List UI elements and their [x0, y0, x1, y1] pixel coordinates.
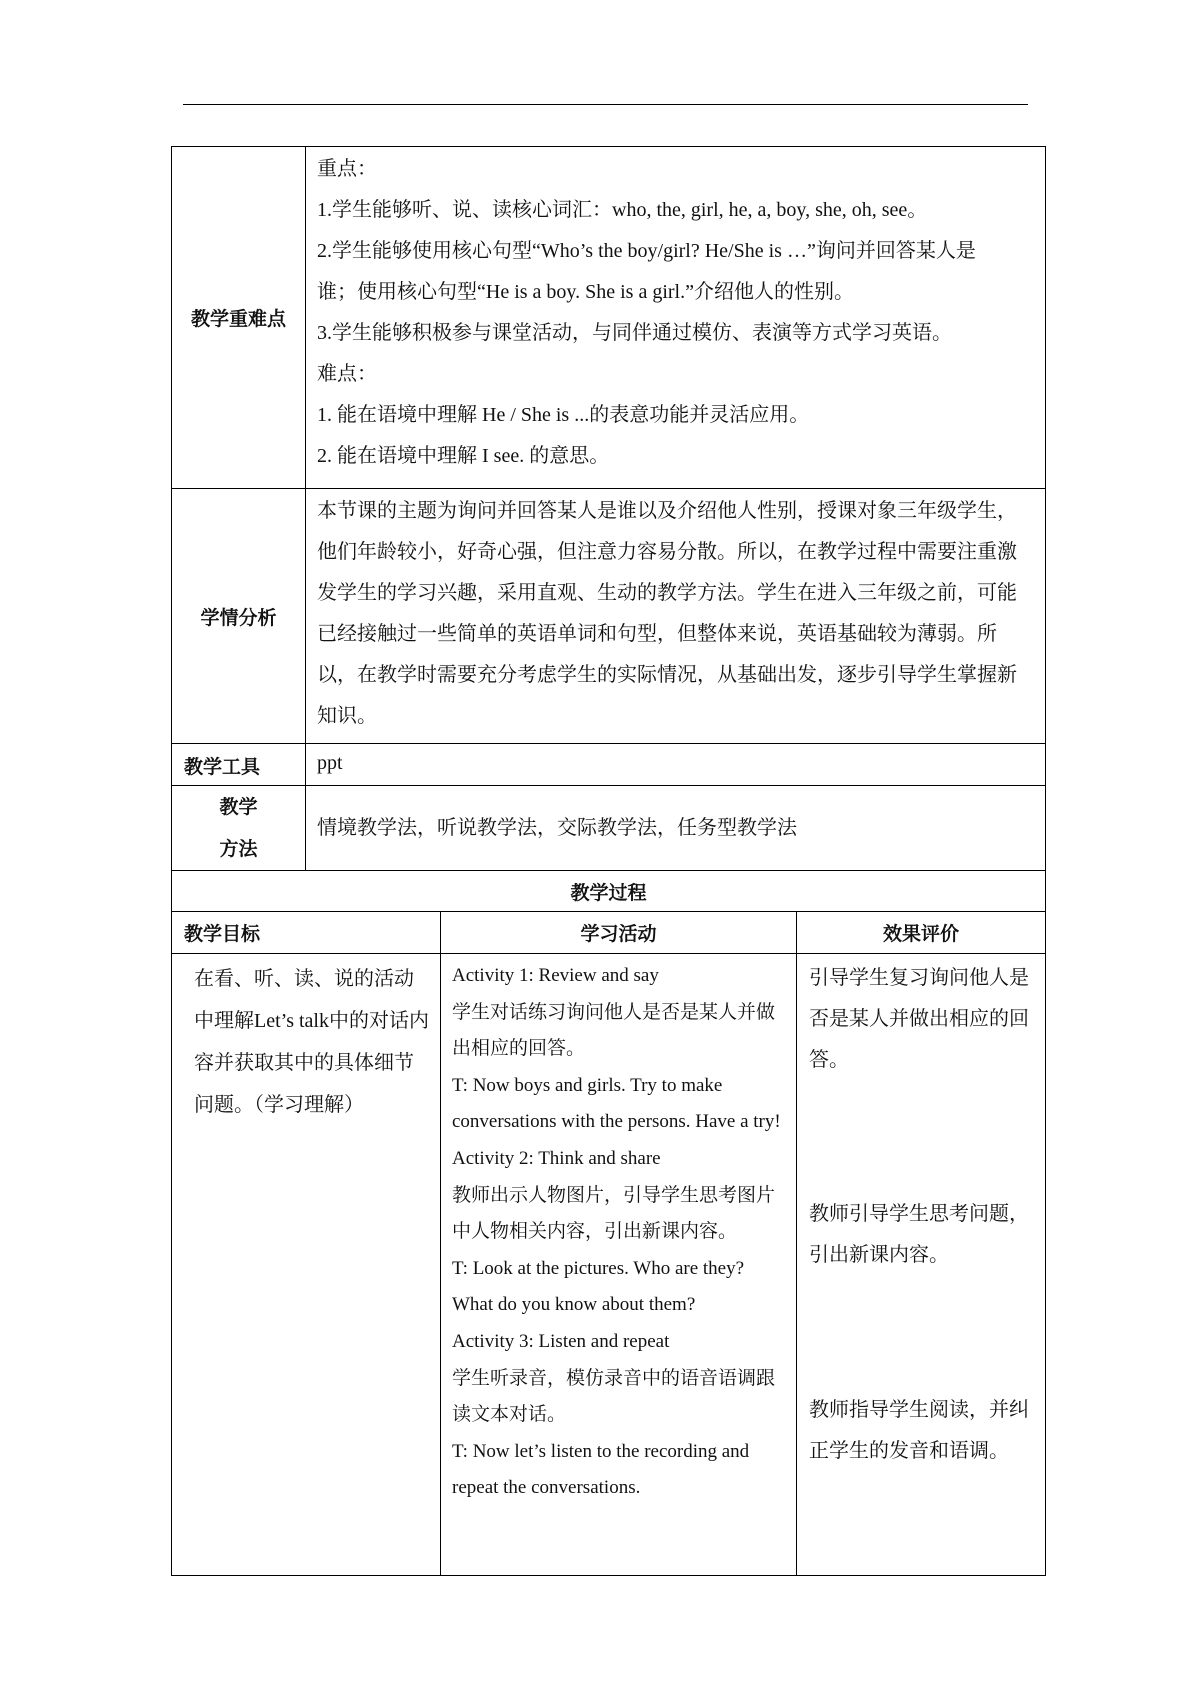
key-points-line: 难点： [317, 363, 377, 385]
methods-label-line1: 教学 [219, 796, 258, 818]
key-points-line: 1.学生能够听、说、读核心词汇：who, the, girl, he, a, boy, she, oh, see。 [317, 199, 928, 221]
row-tools [172, 744, 1046, 786]
tools-label: 教学工具 [172, 744, 306, 786]
activity-teacher-line: T: Look at the pictures. Who are they? What do you know about them? [452, 1257, 745, 1316]
activity-title: Activity 2: Think and share [452, 1147, 661, 1169]
activity-description: 学生听录音，模仿录音中的语音语调跟读文本对话。 [452, 1367, 776, 1426]
row-process-body [172, 954, 1046, 1576]
header-activity: 学习活动 [441, 912, 797, 954]
row-methods [172, 786, 1046, 871]
key-points-line: 1. 能在语境中理解 He / She is ...的表意功能并灵活应用。 [317, 404, 810, 426]
evaluation-1: 引导学生复习询问他人是否是某人并做出相应的回答。 [809, 967, 1029, 1071]
methods-label-line2: 方法 [219, 838, 258, 860]
activity-description: 教师出示人物图片，引导学生思考图片中人物相关内容，引出新课内容。 [452, 1184, 776, 1243]
activity-title: Activity 3: Listen and repeat [452, 1330, 670, 1352]
key-points-line: 3.学生能够积极参与课堂活动，与同伴通过模仿、表演等方式学习英语。 [317, 322, 952, 344]
activities-cell [441, 954, 797, 1576]
row-process-title [172, 871, 1046, 912]
goal-text: 在看、听、读、说的活动中理解Let’s talk中的对话内容并获取其中的具体细节问题。（学习理解） [172, 954, 441, 1576]
activity-description: 学生对话练习询问他人是否是某人并做出相应的回答。 [452, 1001, 776, 1060]
tools-value: ppt [306, 744, 1046, 786]
header-evaluation: 效果评价 [797, 912, 1046, 954]
key-points-line: 2.学生能够使用核心句型“Who’s the boy/girl? He/She is …”询问并回答某人是 [317, 240, 976, 262]
header-goal: 教学目标 [172, 912, 441, 954]
lesson-plan-table [171, 146, 1046, 1576]
activity-title: Activity 1: Review and say [452, 965, 659, 986]
key-points-label: 教学重难点 [172, 147, 306, 489]
evaluation-2: 教师引导学生思考问题，引出新课内容。 [809, 1203, 1029, 1266]
key-points-line: 谁；使用核心句型“He is a boy. She is a girl.”介绍他人的性别。 [317, 281, 854, 303]
activity-teacher-line: T: Now boys and girls. Try to make conversations with the persons. Have a try! [452, 1074, 781, 1133]
methods-value: 情境教学法，听说教学法，交际教学法，任务型教学法 [306, 786, 1046, 871]
evaluation-3: 教师指导学生阅读，并纠正学生的发音和语调。 [809, 1399, 1029, 1462]
key-points-line: 2. 能在语境中理解 I see. 的意思。 [317, 445, 610, 467]
process-title: 教学过程 [172, 871, 1046, 912]
student-analysis-text: 本节课的主题为询问并回答某人是谁以及介绍他人性别，授课对象三年级学生，他们年龄较小，好奇心强，但注意力容易分散。所以，在教学过程中需要注重激发学生的学习兴趣，采用直观、生动的教学方法。学生在进入三年级之前，可能已经接触过一些简单的英语单词和句型，但整体来说，英语基础较为薄弱。所以，在教学时需要充分考虑学生的实际情况，从基础出发，逐步引导学生掌握新知识。 [306, 489, 1046, 744]
row-process-headers [172, 912, 1046, 954]
key-points-content [306, 147, 1046, 489]
methods-label [172, 786, 306, 871]
header-rule [183, 104, 1028, 105]
evaluations-cell [797, 954, 1046, 1576]
student-analysis-label: 学情分析 [172, 489, 306, 744]
row-student-analysis [172, 489, 1046, 744]
activity-teacher-line: T: Now let’s listen to the recording and repeat the conversations. [452, 1440, 750, 1499]
key-points-line: 重点： [317, 158, 377, 180]
row-key-points [172, 147, 1046, 489]
